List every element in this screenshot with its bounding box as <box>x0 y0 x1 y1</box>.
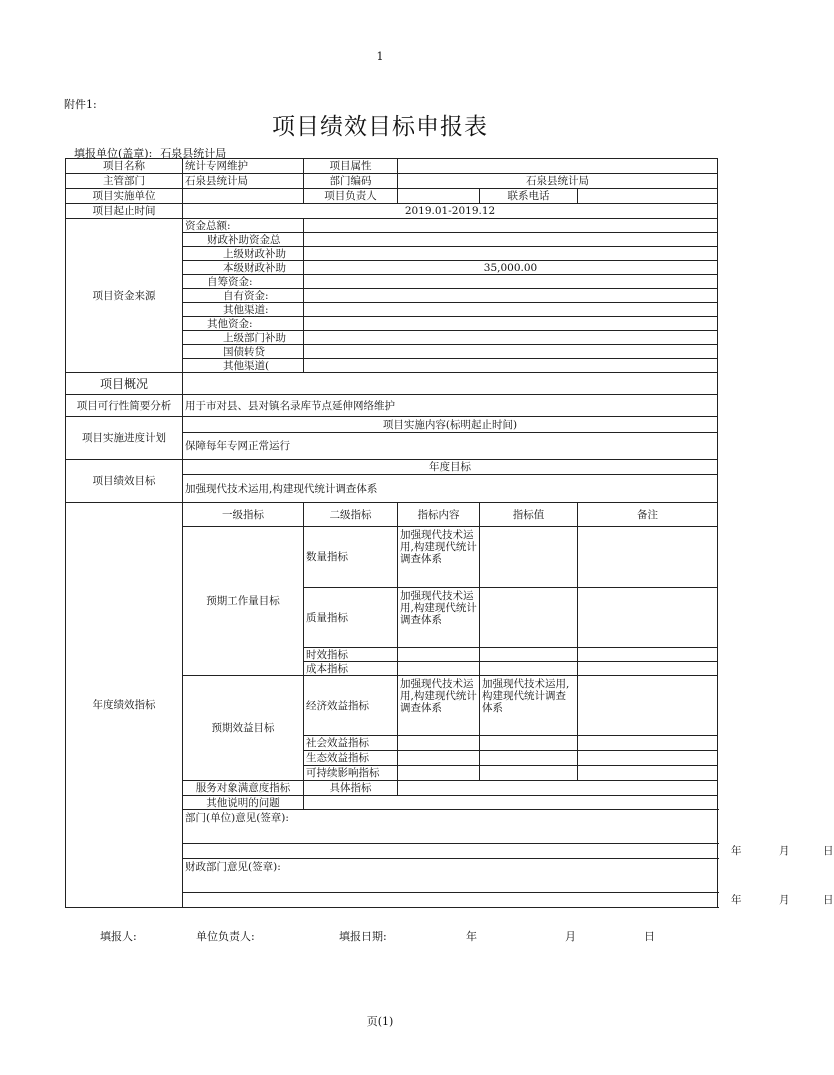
fund-item-name: 自筹资金: <box>183 275 304 289</box>
group-benefit: 预期效益目标 <box>183 676 304 781</box>
quality-remark <box>578 588 718 648</box>
fund-item-value <box>304 247 718 261</box>
cost-remark <box>578 662 718 676</box>
economic-remark <box>578 676 718 736</box>
satisfaction-value <box>398 781 718 796</box>
sustain-content <box>398 766 480 781</box>
page-number: 1 <box>376 50 384 63</box>
finance-opinion-date <box>183 893 834 908</box>
fund-item-value <box>304 345 718 359</box>
social-content <box>398 736 480 751</box>
social-indicator: 社会效益指标 <box>304 736 398 751</box>
fund-item-name: 国债转贷 <box>183 345 304 359</box>
finance-date-month: 月 <box>779 894 790 906</box>
finance-date-day: 日 <box>823 894 834 906</box>
schedule-value: 保障每年专网正常运行 <box>183 433 718 460</box>
phone-value <box>578 189 718 204</box>
dept-opinion-date <box>183 844 834 859</box>
economic-value: 加强现代技术运用,构建现代统计调查体系 <box>480 676 578 736</box>
timeliness-content <box>398 648 480 662</box>
project-attr-value <box>398 159 718 174</box>
dept-value: 石泉县统计局 <box>183 174 304 189</box>
feasibility-label: 项目可行性简要分析 <box>66 395 183 417</box>
cost-value <box>480 662 578 676</box>
timeliness-value <box>480 648 578 662</box>
group-workload: 预期工作量目标 <box>183 527 304 676</box>
fund-item-name: 财政补助资金总 <box>183 233 304 247</box>
sustain-indicator: 可持续影响指标 <box>304 766 398 781</box>
specific-indicator: 具体指标 <box>304 781 398 796</box>
goal-value: 加强现代技术运用,构建现代统计调查体系 <box>183 475 718 503</box>
fund-item-name: 上级财政补助 <box>183 247 304 261</box>
fund-item-value <box>304 359 718 373</box>
quantity-remark <box>578 527 718 588</box>
dept-opinion-label: 部门(单位)意见(签章): <box>185 812 289 824</box>
ecology-remark <box>578 751 718 766</box>
footer-month: 月 <box>565 930 576 943</box>
fund-item-value <box>304 219 718 233</box>
project-name-label: 项目名称 <box>66 159 183 174</box>
economic-content: 加强现代技术运用,构建现代统计调查体系 <box>398 676 480 736</box>
quality-value <box>480 588 578 648</box>
project-attr-label: 项目属性 <box>304 159 398 174</box>
dept-date-year: 年 <box>731 845 742 857</box>
impl-unit-label: 项目实施单位 <box>66 189 183 204</box>
fund-item-name: 其他资金: <box>183 317 304 331</box>
quantity-content: 加强现代技术运用,构建现代统计调查体系 <box>398 527 480 588</box>
sustain-remark <box>578 766 718 781</box>
dept-label: 主管部门 <box>66 174 183 189</box>
overview-value <box>183 373 718 395</box>
fund-item-value <box>304 275 718 289</box>
funds-label: 项目资金来源 <box>66 219 183 373</box>
quality-content: 加强现代技术运用,构建现代统计调查体系 <box>398 588 480 648</box>
fill-unit-value: 石泉县统计局 <box>160 147 227 160</box>
header-level1: 一级指标 <box>183 503 304 527</box>
indicators-label: 年度绩效指标 <box>66 503 183 908</box>
goal-label: 项目绩效目标 <box>66 460 183 503</box>
impl-unit-value <box>183 189 304 204</box>
cost-content <box>398 662 480 676</box>
dept-code-label: 部门编码 <box>304 174 398 189</box>
footer-unit-leader: 单位负责人: <box>196 930 255 943</box>
economic-indicator: 经济效益指标 <box>304 676 398 736</box>
overview-label: 项目概况 <box>66 373 183 395</box>
project-name-value: 统计专网维护 <box>183 159 304 174</box>
feasibility-value: 用于市对县、县对镇名录库节点延伸网络维护 <box>183 395 718 417</box>
phone-label: 联系电话 <box>480 189 578 204</box>
goal-header: 年度目标 <box>183 460 718 475</box>
header-remark: 备注 <box>578 503 718 527</box>
social-value <box>480 736 578 751</box>
social-remark <box>578 736 718 751</box>
fund-item-name: 其他渠道: <box>183 303 304 317</box>
ecology-value <box>480 751 578 766</box>
fund-item-value <box>304 331 718 345</box>
quantity-value <box>480 527 578 588</box>
finance-opinion <box>183 859 718 893</box>
header-level2: 二级指标 <box>304 503 398 527</box>
timeliness-indicator: 时效指标 <box>304 648 398 662</box>
leader-value <box>398 189 480 204</box>
sustain-value <box>480 766 578 781</box>
quality-indicator: 质量指标 <box>304 588 398 648</box>
quantity-indicator: 数量指标 <box>304 527 398 588</box>
performance-form <box>65 158 834 908</box>
dept-date-day: 日 <box>823 845 834 857</box>
footer-day: 日 <box>644 930 655 943</box>
footer-year: 年 <box>466 930 477 943</box>
finance-opinion-label: 财政部门意见(签章): <box>185 861 281 873</box>
fill-unit-label: 填报单位(盖章): <box>74 147 153 160</box>
ecology-indicator: 生态效益指标 <box>304 751 398 766</box>
fund-item-value <box>304 233 718 247</box>
leader-label: 项目负责人 <box>304 189 398 204</box>
attachment-label: 附件1: <box>64 98 97 111</box>
footer-fill-date: 填报日期: <box>339 930 387 943</box>
schedule-label: 项目实施进度计划 <box>66 417 183 460</box>
header-content: 指标内容 <box>398 503 480 527</box>
fund-item-value: 35,000.00 <box>304 261 718 275</box>
dept-code-value: 石泉县统计局 <box>398 174 718 189</box>
period-label: 项目起止时间 <box>66 204 183 219</box>
fund-item-name: 上级部门补助 <box>183 331 304 345</box>
header-value: 指标值 <box>480 503 578 527</box>
footer-filler: 填报人: <box>100 930 137 943</box>
finance-date-year: 年 <box>731 894 742 906</box>
fund-item-value <box>304 289 718 303</box>
page-footer: 页(1) <box>366 1015 394 1028</box>
other-label: 其他说明的问题 <box>183 796 304 810</box>
schedule-header: 项目实施内容(标明起止时间) <box>183 417 718 433</box>
other-value <box>304 796 718 810</box>
satisfaction-indicator: 服务对象满意度指标 <box>183 781 304 796</box>
dept-opinion <box>183 810 718 844</box>
page-title: 项目绩效目标申报表 <box>272 114 488 140</box>
period-value: 2019.01-2019.12 <box>183 204 718 219</box>
fund-item-value <box>304 317 718 331</box>
fund-item-value <box>304 303 718 317</box>
timeliness-remark <box>578 648 718 662</box>
fund-item-name: 资金总额: <box>183 219 304 233</box>
fund-item-name: 其他渠道( <box>183 359 304 373</box>
cost-indicator: 成本指标 <box>304 662 398 676</box>
fund-item-name: 本级财政补助 <box>183 261 304 275</box>
fund-item-name: 自有资金: <box>183 289 304 303</box>
ecology-content <box>398 751 480 766</box>
dept-date-month: 月 <box>779 845 790 857</box>
